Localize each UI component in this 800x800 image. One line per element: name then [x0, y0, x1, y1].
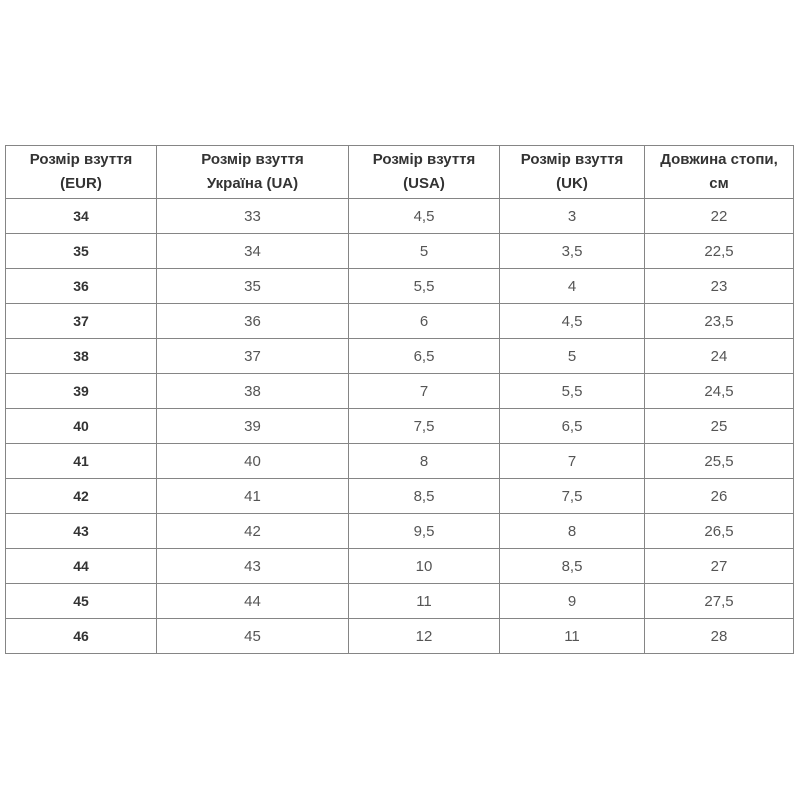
- table-row: [6, 479, 794, 514]
- cell-foot-length: 22,5: [645, 234, 794, 269]
- cell-uk: 3: [500, 199, 645, 234]
- cell-eur: 45: [6, 584, 157, 619]
- cell-uk: 5: [500, 339, 645, 374]
- header-ua-line1: Розмір взуття: [201, 151, 304, 168]
- table-row: [6, 584, 794, 619]
- cell-eur: 46: [6, 619, 157, 654]
- cell-uk: 6,5: [500, 409, 645, 444]
- cell-eur: 34: [6, 199, 157, 234]
- cell-foot-length: 24,5: [645, 374, 794, 409]
- cell-ua: 37: [157, 339, 349, 374]
- cell-eur: 36: [6, 269, 157, 304]
- cell-uk: 7,5: [500, 479, 645, 514]
- header-eur-line1: Розмір взуття: [29, 151, 133, 168]
- cell-uk: 4,5: [500, 304, 645, 339]
- cell-uk: 4: [500, 269, 645, 304]
- cell-uk: 11: [500, 619, 645, 654]
- cell-usa: 6: [349, 304, 500, 339]
- table-row: [6, 444, 794, 479]
- table-row: [6, 514, 794, 549]
- cell-foot-length: 28: [645, 619, 794, 654]
- table-row: [6, 269, 794, 304]
- cell-foot-length: 26,5: [645, 514, 794, 549]
- cell-foot-length: 23: [645, 269, 794, 304]
- cell-eur: 42: [6, 479, 157, 514]
- table-row: [6, 409, 794, 444]
- cell-usa: 6,5: [349, 339, 500, 374]
- table-row: [6, 374, 794, 409]
- cell-ua: 35: [157, 269, 349, 304]
- cell-usa: 7: [349, 374, 500, 409]
- cell-ua: 38: [157, 374, 349, 409]
- header-foot-length: [645, 146, 794, 199]
- cell-usa: 5: [349, 234, 500, 269]
- cell-ua: 40: [157, 444, 349, 479]
- cell-foot-length: 22: [645, 199, 794, 234]
- cell-eur: 39: [6, 374, 157, 409]
- header-usa-line2: (USA): [403, 175, 445, 192]
- cell-ua: 33: [157, 199, 349, 234]
- cell-eur: 40: [6, 409, 157, 444]
- cell-eur: 44: [6, 549, 157, 584]
- cell-ua: 43: [157, 549, 349, 584]
- table-row: [6, 304, 794, 339]
- cell-usa: 9,5: [349, 514, 500, 549]
- header-eur-line2: (EUR): [60, 175, 102, 192]
- cell-ua: 41: [157, 479, 349, 514]
- table-row: [6, 234, 794, 269]
- cell-ua: 36: [157, 304, 349, 339]
- cell-usa: 12: [349, 619, 500, 654]
- cell-eur: 41: [6, 444, 157, 479]
- cell-usa: 4,5: [349, 199, 500, 234]
- size-table-body: [6, 199, 794, 654]
- header-uk-line2: (UK): [556, 175, 588, 192]
- cell-eur: 35: [6, 234, 157, 269]
- cell-ua: 44: [157, 584, 349, 619]
- cell-usa: 11: [349, 584, 500, 619]
- header-ua: [157, 146, 349, 199]
- cell-foot-length: 23,5: [645, 304, 794, 339]
- cell-usa: 8,5: [349, 479, 500, 514]
- header-uk: [500, 146, 645, 199]
- header-foot-length-line1: Довжина стопи,: [660, 151, 778, 168]
- table-row: [6, 199, 794, 234]
- cell-ua: 34: [157, 234, 349, 269]
- table-row: [6, 549, 794, 584]
- header-eur: [6, 146, 157, 199]
- shoe-size-table: [5, 145, 794, 654]
- cell-uk: 7: [500, 444, 645, 479]
- cell-ua: 39: [157, 409, 349, 444]
- cell-eur: 37: [6, 304, 157, 339]
- cell-eur: 38: [6, 339, 157, 374]
- cell-usa: 5,5: [349, 269, 500, 304]
- cell-uk: 9: [500, 584, 645, 619]
- header-uk-line1: Розмір взуття: [520, 151, 624, 168]
- header-row: [6, 146, 794, 199]
- cell-uk: 5,5: [500, 374, 645, 409]
- header-usa: [349, 146, 500, 199]
- cell-usa: 10: [349, 549, 500, 584]
- cell-usa: 7,5: [349, 409, 500, 444]
- cell-foot-length: 26: [645, 479, 794, 514]
- cell-usa: 8: [349, 444, 500, 479]
- cell-uk: 3,5: [500, 234, 645, 269]
- cell-foot-length: 27,5: [645, 584, 794, 619]
- table-row: [6, 619, 794, 654]
- header-usa-line1: Розмір взуття: [372, 151, 476, 168]
- cell-uk: 8,5: [500, 549, 645, 584]
- cell-eur: 43: [6, 514, 157, 549]
- table-row: [6, 339, 794, 374]
- cell-uk: 8: [500, 514, 645, 549]
- cell-foot-length: 24: [645, 339, 794, 374]
- header-ua-line2: Україна (UA): [206, 175, 299, 192]
- header-foot-length-line2: см: [709, 175, 729, 192]
- cell-ua: 42: [157, 514, 349, 549]
- cell-foot-length: 25,5: [645, 444, 794, 479]
- cell-foot-length: 25: [645, 409, 794, 444]
- cell-foot-length: 27: [645, 549, 794, 584]
- cell-ua: 45: [157, 619, 349, 654]
